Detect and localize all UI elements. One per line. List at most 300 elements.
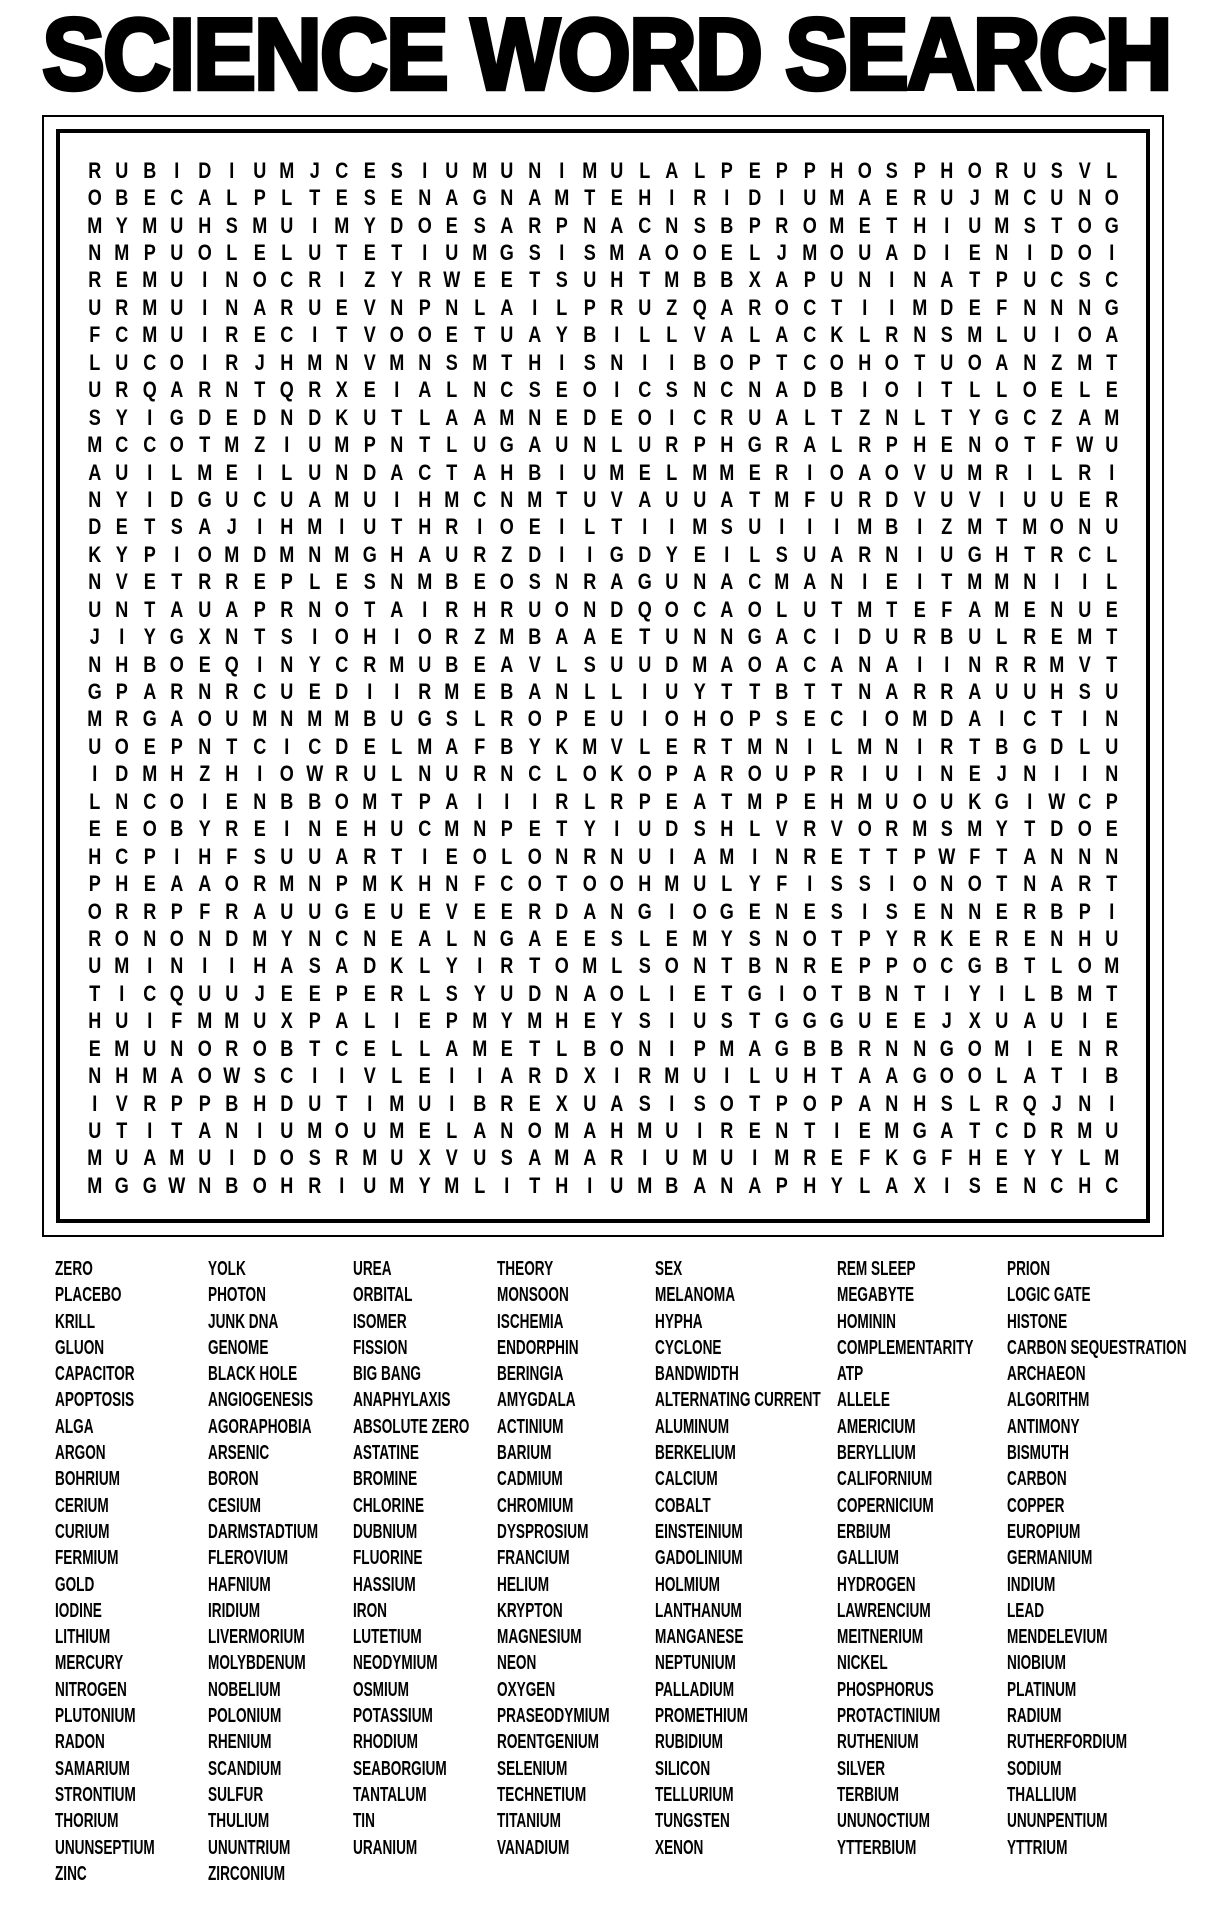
grid-cell: R <box>637 1063 651 1089</box>
grid-cell: B <box>225 1172 239 1198</box>
grid-cell: U <box>197 596 211 622</box>
grid-cell: C <box>1105 1172 1119 1198</box>
word-item: ROENTGENIUM <box>497 1731 599 1754</box>
grid-cell: T <box>391 788 403 814</box>
grid-cell: I <box>806 459 812 485</box>
word-item: ALGA <box>55 1415 94 1438</box>
grid-cell: B <box>692 349 706 375</box>
grid-cell: O <box>499 514 514 540</box>
grid-cell: L <box>693 157 705 183</box>
grid-cell: U <box>307 432 321 458</box>
grid-cell: N <box>500 486 514 512</box>
word-item: PHOSPHORUS <box>837 1678 934 1701</box>
grid-cell: P <box>803 761 816 787</box>
grid-cell: E <box>555 377 568 403</box>
grid-cell: I <box>724 1063 730 1089</box>
grid-cell: E <box>610 404 623 430</box>
grid-cell: U <box>445 240 459 266</box>
grid-cell: A <box>582 1145 596 1171</box>
grid-cell: L <box>638 733 650 759</box>
grid-cell: I <box>889 294 895 320</box>
grid-cell: I <box>669 514 675 540</box>
grid-cell: L <box>556 651 568 677</box>
grid-cell: I <box>916 514 922 540</box>
grid-cell: E <box>198 651 211 677</box>
grid-cell: T <box>831 925 843 951</box>
grid-cell: H <box>197 843 211 869</box>
grid-cell: A <box>527 679 541 705</box>
grid-cell: D <box>940 294 954 320</box>
grid-cell: O <box>829 240 844 266</box>
grid-cell: E <box>885 1008 898 1034</box>
grid-cell: L <box>611 953 623 979</box>
grid-cell: I <box>559 349 565 375</box>
grid-cell: F <box>776 871 788 897</box>
word-item: THEORY <box>497 1258 554 1280</box>
grid-cell: T <box>968 1118 980 1144</box>
grid-cell: R <box>362 651 376 677</box>
grid-cell: O <box>747 651 762 677</box>
grid-cell: U <box>995 679 1009 705</box>
grid-cell: H <box>362 624 376 650</box>
grid-cell: C <box>1077 788 1091 814</box>
word-item: RUTHENIUM <box>837 1731 919 1754</box>
grid-cell: I <box>146 459 152 485</box>
grid-cell: I <box>421 596 427 622</box>
grid-cell: A <box>335 843 349 869</box>
word-item: HASSIUM <box>353 1573 416 1596</box>
grid-cell: C <box>252 733 266 759</box>
grid-cell: N <box>940 871 954 897</box>
grid-cell: E <box>363 377 376 403</box>
grid-cell: R <box>995 459 1009 485</box>
grid-cell: N <box>692 953 706 979</box>
word-item: RADIUM <box>1007 1705 1062 1728</box>
grid-cell: H <box>912 1090 926 1116</box>
grid-cell: C <box>995 1118 1009 1144</box>
grid-cell: O <box>1077 322 1092 348</box>
grid-cell: S <box>500 1145 513 1171</box>
grid-cell: S <box>858 871 871 897</box>
grid-cell: I <box>311 322 317 348</box>
grid-cell: I <box>889 871 895 897</box>
grid-cell: O <box>664 706 679 732</box>
grid-cell: M <box>526 486 542 512</box>
grid-cell: A <box>417 925 431 951</box>
grid-cell: M <box>994 185 1010 211</box>
word-item: GLUON <box>55 1336 105 1359</box>
grid-cell: I <box>201 349 207 375</box>
grid-cell: B <box>802 1035 816 1061</box>
grid-cell: T <box>748 1090 760 1116</box>
grid-cell: I <box>559 240 565 266</box>
grid-cell: A <box>527 185 541 211</box>
word-item: PLACEBO <box>55 1284 122 1307</box>
grid-cell: C <box>417 816 431 842</box>
grid-cell: I <box>559 541 565 567</box>
grid-cell: I <box>201 788 207 814</box>
grid-cell: I <box>834 514 840 540</box>
word-item: UREA <box>353 1258 392 1280</box>
grid-cell: I <box>669 1035 675 1061</box>
grid-cell: A <box>775 404 789 430</box>
word-item: BERYLLIUM <box>837 1442 916 1465</box>
grid-cell: E <box>115 514 128 540</box>
grid-cell: M <box>141 212 157 238</box>
grid-cell: E <box>885 569 898 595</box>
grid-cell: N <box>225 1118 239 1144</box>
grid-cell: M <box>471 1035 487 1061</box>
grid-cell: R <box>115 706 129 732</box>
grid-cell: V <box>1078 651 1091 677</box>
grid-cell: I <box>146 486 152 512</box>
grid-cell: S <box>253 1063 266 1089</box>
grid-cell: B <box>170 816 184 842</box>
grid-cell: I <box>394 624 400 650</box>
word-item: FERMIUM <box>55 1547 119 1570</box>
grid-cell: S <box>170 514 183 540</box>
grid-cell: C <box>802 294 816 320</box>
grid-cell: O <box>802 925 817 951</box>
grid-cell: S <box>775 541 788 567</box>
grid-cell: M <box>746 788 762 814</box>
grid-cell: A <box>995 349 1009 375</box>
grid-cell: G <box>637 898 652 924</box>
word-item: GENOME <box>208 1336 269 1359</box>
grid-cell: M <box>1104 953 1120 979</box>
grid-cell: T <box>1051 212 1063 238</box>
grid-cell: I <box>394 486 400 512</box>
grid-cell: T <box>528 1172 540 1198</box>
grid-cell: I <box>669 980 675 1006</box>
grid-cell: T <box>528 1035 540 1061</box>
grid-cell: R <box>830 761 844 787</box>
word-item: ORBITAL <box>353 1284 413 1307</box>
grid-cell: E <box>335 569 348 595</box>
grid-cell: P <box>253 596 266 622</box>
grid-cell: A <box>692 843 706 869</box>
grid-cell: R <box>610 788 624 814</box>
grid-cell: P <box>858 953 871 979</box>
grid-cell: C <box>802 349 816 375</box>
grid-cell: T <box>501 349 513 375</box>
grid-cell: S <box>253 843 266 869</box>
grid-cell: N <box>857 679 871 705</box>
grid-cell: S <box>583 349 596 375</box>
word-item: CALIFORNIUM <box>837 1468 933 1491</box>
word-item: IODINE <box>55 1599 102 1622</box>
word-item: MONSOON <box>497 1284 569 1307</box>
grid-cell: L <box>363 1008 375 1034</box>
grid-cell: N <box>555 980 569 1006</box>
grid-cell: R <box>225 898 239 924</box>
grid-cell: Z <box>666 294 678 320</box>
grid-cell: O <box>967 1063 982 1089</box>
grid-cell: C <box>252 679 266 705</box>
grid-cell: O <box>169 788 184 814</box>
grid-cell: A <box>692 1172 706 1198</box>
word-item: CHROMIUM <box>497 1494 574 1517</box>
grid-cell: H <box>527 349 541 375</box>
grid-cell: N <box>995 240 1009 266</box>
grid-cell: I <box>421 843 427 869</box>
grid-cell: B <box>720 212 734 238</box>
grid-cell: S <box>445 980 458 1006</box>
grid-cell: R <box>252 871 266 897</box>
grid-cell: M <box>1021 514 1037 540</box>
grid-cell: L <box>281 459 293 485</box>
grid-cell: N <box>885 1035 899 1061</box>
grid-cell: U <box>307 459 321 485</box>
grid-cell: M <box>554 1118 570 1144</box>
grid-cell: M <box>334 212 350 238</box>
grid-cell: N <box>280 706 294 732</box>
grid-cell: U <box>142 1035 156 1061</box>
grid-cell: B <box>307 788 321 814</box>
grid-cell: M <box>966 569 982 595</box>
word-item: TELLURIUM <box>655 1783 734 1806</box>
word-item: TERBIUM <box>837 1783 899 1806</box>
grid-cell: O <box>334 788 349 814</box>
grid-cell: N <box>830 569 844 595</box>
grid-cell: I <box>284 816 290 842</box>
grid-cell: E <box>858 1118 871 1144</box>
grid-cell: L <box>638 322 650 348</box>
grid-cell: M <box>499 624 515 650</box>
word-item: ALLELE <box>837 1389 890 1412</box>
grid-cell: R <box>1050 541 1064 567</box>
grid-cell: R <box>857 1035 871 1061</box>
grid-cell: R <box>280 294 294 320</box>
grid-cell: A <box>857 1063 871 1089</box>
grid-cell: U <box>1105 1118 1119 1144</box>
word-item: ANGIOGENESIS <box>208 1389 314 1412</box>
grid-cell: V <box>445 898 458 924</box>
word-item: BLACK HOLE <box>208 1363 298 1386</box>
word-item: ALUMINUM <box>655 1415 730 1438</box>
grid-cell: L <box>776 596 788 622</box>
grid-cell: S <box>583 651 596 677</box>
grid-cell: B <box>280 788 294 814</box>
grid-cell: M <box>911 816 927 842</box>
grid-cell: L <box>418 980 430 1006</box>
grid-cell: H <box>417 486 431 512</box>
grid-cell: T <box>941 569 953 595</box>
grid-cell: V <box>610 733 623 759</box>
word-item: ASTATINE <box>353 1442 419 1465</box>
word-item: HELIUM <box>497 1573 550 1596</box>
page-title: SCIENCE WORD SEARCH <box>42 0 1171 111</box>
grid-cell: A <box>390 459 404 485</box>
grid-cell: A <box>857 185 871 211</box>
grid-cell: E <box>528 1090 541 1116</box>
grid-cell: A <box>665 157 679 183</box>
grid-cell: U <box>472 432 486 458</box>
word-item: ISCHEMIA <box>497 1310 564 1333</box>
grid-cell: U <box>445 157 459 183</box>
grid-cell: Y <box>830 1172 843 1198</box>
grid-cell: H <box>637 871 651 897</box>
grid-cell: Y <box>995 816 1008 842</box>
grid-cell: I <box>394 1008 400 1034</box>
grid-cell: T <box>831 294 843 320</box>
grid-cell: N <box>720 1172 734 1198</box>
grid-cell: L <box>308 569 320 595</box>
grid-cell: A <box>582 980 596 1006</box>
grid-cell: N <box>555 569 569 595</box>
grid-cell: I <box>1081 1008 1087 1034</box>
grid-cell: E <box>445 322 458 348</box>
grid-cell: Y <box>1023 1145 1036 1171</box>
grid-cell: R <box>1105 1035 1119 1061</box>
grid-cell: O <box>802 1090 817 1116</box>
grid-cell: E <box>1105 816 1118 842</box>
grid-cell: N <box>87 569 101 595</box>
grid-cell: O <box>224 871 239 897</box>
grid-cell: S <box>693 1090 706 1116</box>
grid-cell: L <box>446 925 458 951</box>
grid-cell: N <box>87 240 101 266</box>
grid-cell: T <box>556 871 568 897</box>
grid-cell: I <box>394 679 400 705</box>
grid-cell: U <box>170 294 184 320</box>
grid-cell: R <box>940 733 954 759</box>
grid-cell: T <box>308 1035 320 1061</box>
grid-cell: E <box>748 157 761 183</box>
grid-cell: W <box>1075 432 1093 458</box>
grid-cell: T <box>721 980 733 1006</box>
grid-cell: T <box>803 1118 815 1144</box>
word-item: ARCHAEON <box>1007 1363 1086 1386</box>
word-item: APOPTOSIS <box>55 1389 135 1412</box>
word-item: ATP <box>837 1363 864 1386</box>
grid-cell: L <box>391 761 403 787</box>
grid-cell: O <box>527 843 542 869</box>
grid-cell: O <box>1104 185 1119 211</box>
grid-cell: E <box>803 898 816 924</box>
grid-cell: M <box>774 1145 790 1171</box>
grid-cell: E <box>363 980 376 1006</box>
grid-cell: S <box>940 816 953 842</box>
grid-cell: T <box>446 459 458 485</box>
grid-cell: O <box>967 157 982 183</box>
grid-cell: E <box>610 624 623 650</box>
grid-cell: I <box>861 898 867 924</box>
grid-cell: I <box>449 1063 455 1089</box>
grid-cell: E <box>445 843 458 869</box>
grid-cell: U <box>1050 185 1064 211</box>
grid-cell: U <box>747 514 761 540</box>
grid-cell: S <box>583 240 596 266</box>
grid-cell: U <box>87 953 101 979</box>
grid-cell: H <box>390 541 404 567</box>
grid-cell: C <box>1077 541 1091 567</box>
grid-cell: G <box>87 679 102 705</box>
grid-cell: M <box>884 1118 900 1144</box>
grid-cell: G <box>499 432 514 458</box>
grid-cell: U <box>775 761 789 787</box>
word-item: NICKEL <box>837 1652 888 1675</box>
grid-cell: E <box>1023 596 1036 622</box>
grid-cell: E <box>88 816 101 842</box>
grid-cell: H <box>720 816 734 842</box>
grid-cell: B <box>362 706 376 732</box>
grid-cell: V <box>363 322 376 348</box>
grid-cell: R <box>225 1035 239 1061</box>
grid-cell: C <box>170 185 184 211</box>
grid-cell: I <box>1109 898 1115 924</box>
grid-cell: M <box>994 212 1010 238</box>
grid-cell: E <box>143 733 156 759</box>
grid-cell: L <box>666 459 678 485</box>
puzzle-border-outer <box>42 115 1164 1237</box>
grid-cell: A <box>1022 1063 1036 1089</box>
grid-cell: O <box>197 1035 212 1061</box>
grid-cell: C <box>830 706 844 732</box>
grid-cell: U <box>692 1008 706 1034</box>
grid-cell: T <box>1051 1063 1063 1089</box>
word-item: SCANDIUM <box>208 1757 282 1780</box>
grid-cell: W <box>938 843 956 869</box>
grid-cell: T <box>143 514 155 540</box>
grid-cell: E <box>555 404 568 430</box>
grid-cell: P <box>143 240 156 266</box>
grid-cell: A <box>472 459 486 485</box>
word-item: CARBON <box>1007 1468 1067 1491</box>
grid-cell: L <box>913 404 925 430</box>
grid-cell: T <box>1023 541 1035 567</box>
grid-cell: U <box>1105 432 1119 458</box>
grid-cell: U <box>995 1008 1009 1034</box>
grid-cell: M <box>86 1145 102 1171</box>
grid-cell: U <box>362 1172 376 1198</box>
grid-cell: U <box>665 1118 679 1144</box>
grid-cell: N <box>1077 1090 1091 1116</box>
grid-cell: D <box>87 514 101 540</box>
grid-cell: S <box>88 404 101 430</box>
grid-cell: M <box>691 459 707 485</box>
grid-cell: N <box>775 733 789 759</box>
grid-cell: O <box>279 761 294 787</box>
grid-cell: O <box>169 651 184 677</box>
grid-cell: I <box>641 349 647 375</box>
grid-cell: U <box>390 816 404 842</box>
grid-cell: X <box>583 1063 596 1089</box>
grid-cell: A <box>527 1145 541 1171</box>
word-item: NITROGEN <box>55 1678 127 1701</box>
grid-cell: P <box>693 432 706 458</box>
grid-cell: M <box>306 706 322 732</box>
grid-cell: S <box>555 267 568 293</box>
grid-cell: M <box>856 788 872 814</box>
grid-cell: F <box>941 596 953 622</box>
grid-cell: U <box>500 157 514 183</box>
grid-cell: I <box>531 294 537 320</box>
grid-cell: L <box>1106 541 1118 567</box>
grid-cell: A <box>252 294 266 320</box>
grid-cell: A <box>225 596 239 622</box>
grid-cell: O <box>1077 240 1092 266</box>
grid-cell: N <box>637 1035 651 1061</box>
grid-cell: I <box>1026 459 1032 485</box>
word-item: UNUNPENTIUM <box>1007 1810 1108 1833</box>
grid-cell: X <box>968 1008 981 1034</box>
grid-cell: A <box>967 679 981 705</box>
grid-cell: A <box>280 953 294 979</box>
grid-cell: V <box>528 651 541 677</box>
grid-cell: O <box>857 816 872 842</box>
grid-cell: A <box>390 596 404 622</box>
